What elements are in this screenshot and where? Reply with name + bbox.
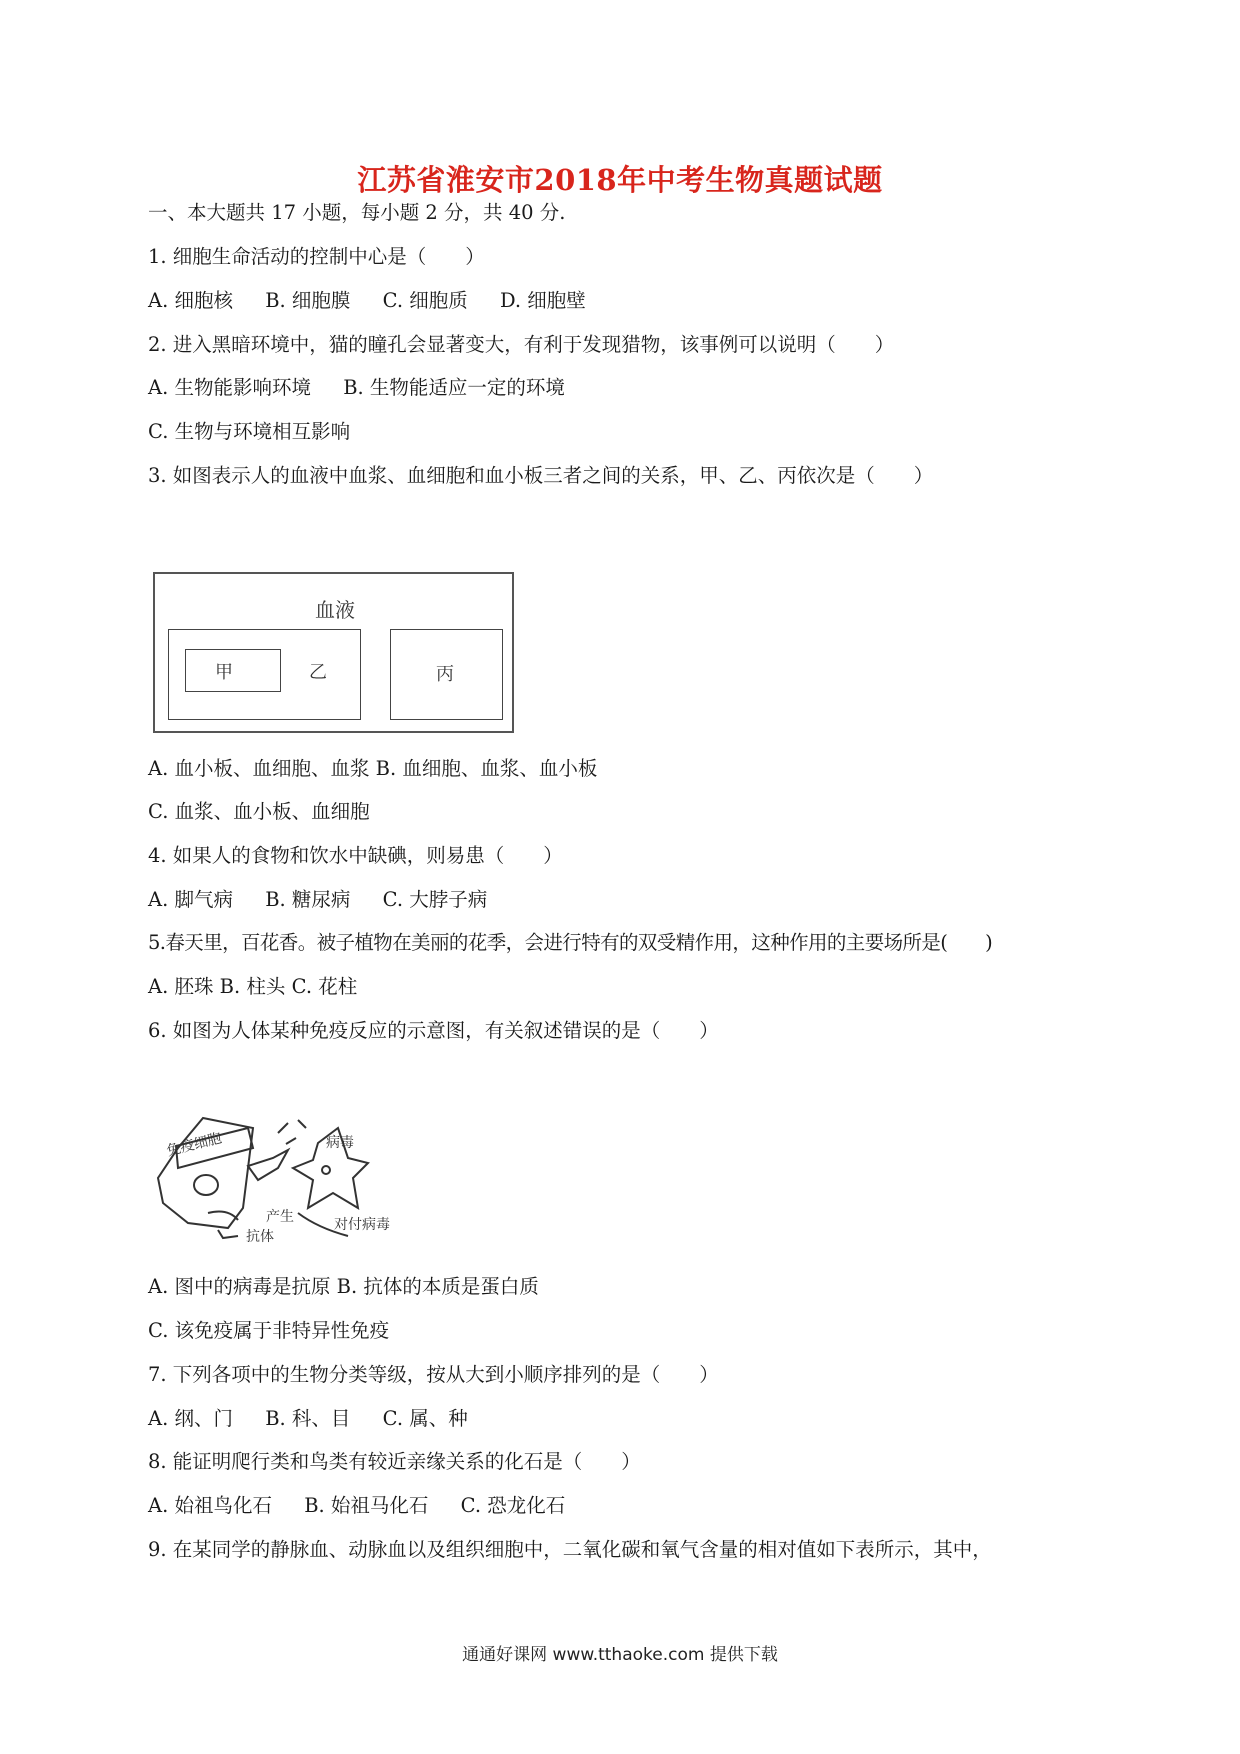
antibody-label: 抗体	[246, 1229, 274, 1245]
question-5-options: A. 胚珠 B. 柱头 C. 花柱	[148, 975, 358, 998]
q6-option-c: C. 该免疫属于非特异性免疫	[148, 1319, 390, 1342]
question-5-stem: 5.春天里，百花香。被子植物在美丽的花季，会进行特有的双受精作用，这种作用的主要场所是( )	[148, 931, 993, 954]
question-4-stem: 4. 如果人的食物和饮水中缺碘，则易患（ ）	[148, 844, 563, 867]
question-2-options-ab	[148, 375, 565, 401]
question-1-stem: 1. 细胞生命活动的控制中心是（ ）	[148, 245, 485, 268]
section-heading: 一、本大题共 17 小题，每小题 2 分，共 40 分.	[148, 201, 566, 224]
immune-cell-arm	[248, 1150, 288, 1180]
q7-option-c: C. 属、种	[382, 1407, 468, 1430]
blood-label: 血液	[315, 598, 355, 622]
produce-label: 产生	[266, 1209, 294, 1225]
label-yi: 乙	[309, 662, 327, 683]
q2-option-c: C. 生物与环境相互影响	[148, 420, 351, 443]
q7-option-a: A. 纲、门	[148, 1407, 233, 1430]
q8-option-a: A. 始祖鸟化石	[148, 1494, 272, 1517]
q8-option-c: C. 恐龙化石	[460, 1494, 566, 1517]
q4-option-c: C. 大脖子病	[382, 888, 488, 911]
immune-cell-mouth	[208, 1212, 238, 1220]
question-3-stem: 3. 如图表示人的血液中血浆、血细胞和血小板三者之间的关系，甲、乙、丙依次是（ ）	[148, 464, 934, 487]
fight-virus-label: 对付病毒	[334, 1217, 390, 1233]
q1-option-c: C. 细胞质	[382, 289, 468, 312]
immune-cell-eye	[194, 1175, 218, 1195]
box-jia	[185, 649, 281, 692]
q8-option-b: B. 始祖马化石	[304, 1494, 429, 1517]
question-7-options	[148, 1406, 468, 1432]
virus-eye	[322, 1166, 330, 1174]
question-8-options	[148, 1493, 565, 1519]
page-title: 江苏省淮安市2018年中考生物真题试题	[357, 163, 883, 197]
q7-option-b: B. 科、目	[265, 1407, 351, 1430]
immune-cartoon	[148, 1088, 418, 1248]
question-9-stem: 9. 在某同学的静脉血、动脉血以及组织细胞中，二氧化碳和氧气含量的相对值如下表所示，其中，	[148, 1538, 992, 1561]
antibody-marks	[278, 1120, 306, 1144]
question-3-options-ab: A. 血小板、血细胞、血浆 B. 血细胞、血浆、血小板	[148, 757, 598, 780]
question-6-options-ab: A. 图中的病毒是抗原 B. 抗体的本质是蛋白质	[148, 1275, 539, 1298]
question-6-stem: 6. 如图为人体某种免疫反应的示意图，有关叙述错误的是（ ）	[148, 1019, 719, 1042]
question-7-stem: 7. 下列各项中的生物分类等级，按从大到小顺序排列的是（ ）	[148, 1363, 719, 1386]
question-8-stem: 8. 能证明爬行类和鸟类有较近亲缘关系的化石是（ ）	[148, 1450, 641, 1473]
q1-option-a: A. 细胞核	[148, 289, 233, 312]
immune-cell-label: 免疫细胞	[165, 1130, 224, 1160]
q2-option-a: A. 生物能影响环境	[148, 376, 311, 399]
q2-option-b: B. 生物能适应一定的环境	[343, 376, 565, 399]
cell-foot	[218, 1230, 238, 1238]
virus-label: 病毒	[326, 1135, 354, 1151]
question-2-stem: 2. 进入黑暗环境中，猫的瞳孔会显著变大，有利于发现猎物，该事例可以说明（ ）	[148, 333, 895, 356]
q4-option-b: B. 糖尿病	[265, 888, 351, 911]
label-bing: 丙	[436, 664, 454, 685]
q4-option-a: A. 脚气病	[148, 888, 233, 911]
q3-option-c: C. 血浆、血小板、血细胞	[148, 800, 370, 823]
question-1-options	[148, 288, 586, 314]
question-4-options	[148, 887, 487, 913]
label-jia: 甲	[215, 662, 233, 683]
q1-option-b: B. 细胞膜	[265, 289, 351, 312]
blood-diagram	[153, 572, 518, 736]
q1-option-d: D. 细胞壁	[499, 289, 586, 312]
footer-source: 通通好课网 www.tthaoke.com 提供下载	[462, 1645, 778, 1665]
